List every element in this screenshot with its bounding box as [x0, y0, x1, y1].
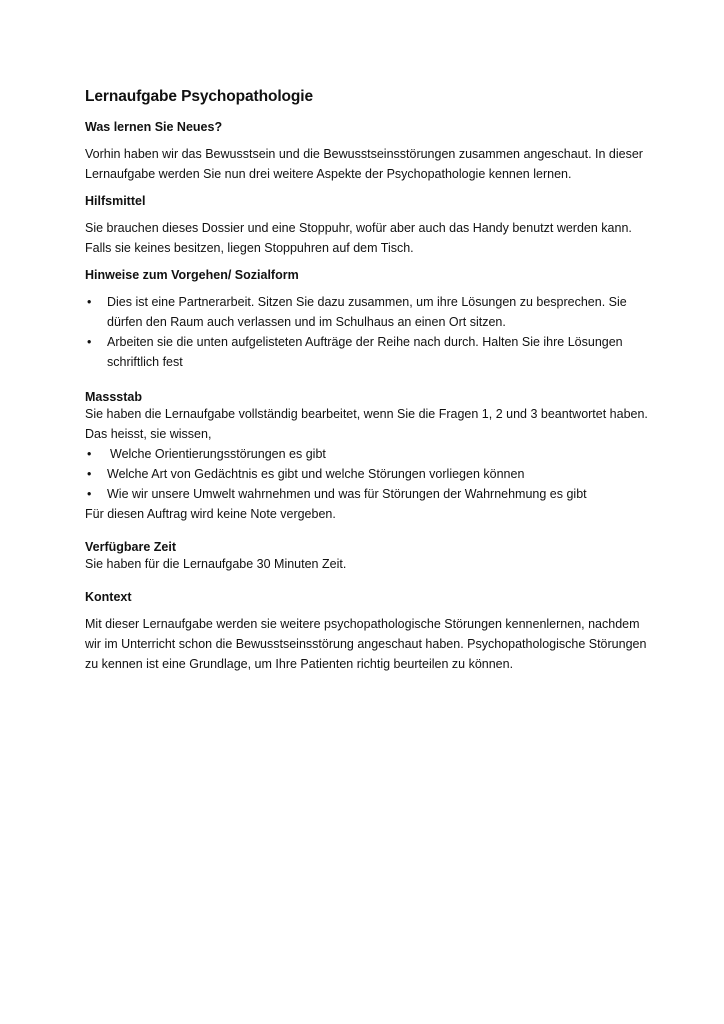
bullet-icon: • — [87, 335, 92, 349]
section-heading-hilfsmittel: Hilfsmittel — [85, 194, 146, 208]
list-item — [85, 292, 655, 332]
list-item-text: Arbeiten sie die unten aufgelisteten Aufträge der Reihe nach durch. Halten Sie ihre Lösungen schriftlich fest — [107, 335, 623, 369]
hinweise-list — [85, 292, 655, 372]
section-heading-zeit: Verfügbare Zeit — [85, 540, 176, 554]
bullet-icon: • — [87, 447, 92, 461]
bullet-icon: • — [87, 295, 92, 309]
section-text-neues: Vorhin haben wir das Bewusstsein und die Bewusstseinsstörungen zusammen angeschaut. In dieser Lernaufgabe werden Sie nun drei weitere Aspekte der Psychopathologie kennen lernen. — [85, 147, 643, 181]
bullet-icon: • — [87, 487, 92, 501]
list-item-text: Welche Art von Gedächtnis es gibt und welche Störungen vorliegen können — [107, 467, 525, 481]
list-item-text: Welche Orientierungsstörungen es gibt — [110, 447, 326, 461]
section-text-zeit: Sie haben für die Lernaufgabe 30 Minuten Zeit. — [85, 557, 347, 571]
list-item — [85, 484, 655, 504]
list-item-text: Dies ist eine Partnerarbeit. Sitzen Sie dazu zusammen, um ihre Lösungen zu besprechen. Sie dürfen den Raum auch verlassen und im Schulhaus an einen Ort sitzen. — [107, 295, 627, 329]
section-heading-massstab: Massstab — [85, 390, 142, 404]
section-heading-hinweise: Hinweise zum Vorgehen/ Sozialform — [85, 268, 299, 282]
document-title: Lernaufgabe Psychopathologie — [85, 88, 314, 105]
section-text-massstab: Sie haben die Lernaufgabe vollständig bearbeitet, wenn Sie die Fragen 1, 2 und 3 beantwortet haben. Das heisst, sie wissen, — [85, 407, 648, 441]
document-page — [85, 88, 655, 684]
list-item-text: Wie wir unsere Umwelt wahrnehmen und was für Störungen der Wahrnehmung es gibt — [107, 487, 587, 501]
list-item — [85, 464, 655, 484]
section-text-kontext: Mit dieser Lernaufgabe werden sie weitere psychopathologische Störungen kennenlernen, nachdem wir im Unterricht schon die Bewusstseinsstörung angeschaut haben. Psychopathologische Störungen zu kennen ist eine Grundlage, um Ihre Patienten richtig beurteilen zu können. — [85, 617, 647, 671]
list-item — [85, 444, 655, 464]
massstab-note: Für diesen Auftrag wird keine Note vergeben. — [85, 507, 336, 521]
list-item — [85, 332, 655, 372]
section-heading-neues: Was lernen Sie Neues? — [85, 120, 223, 134]
bullet-icon: • — [87, 467, 92, 481]
section-heading-kontext: Kontext — [85, 590, 132, 604]
massstab-list — [85, 444, 655, 504]
section-text-hilfsmittel: Sie brauchen dieses Dossier und eine Stoppuhr, wofür aber auch das Handy benutzt werden kann. Falls sie keines besitzen, liegen Stoppuhren auf dem Tisch. — [85, 221, 632, 255]
